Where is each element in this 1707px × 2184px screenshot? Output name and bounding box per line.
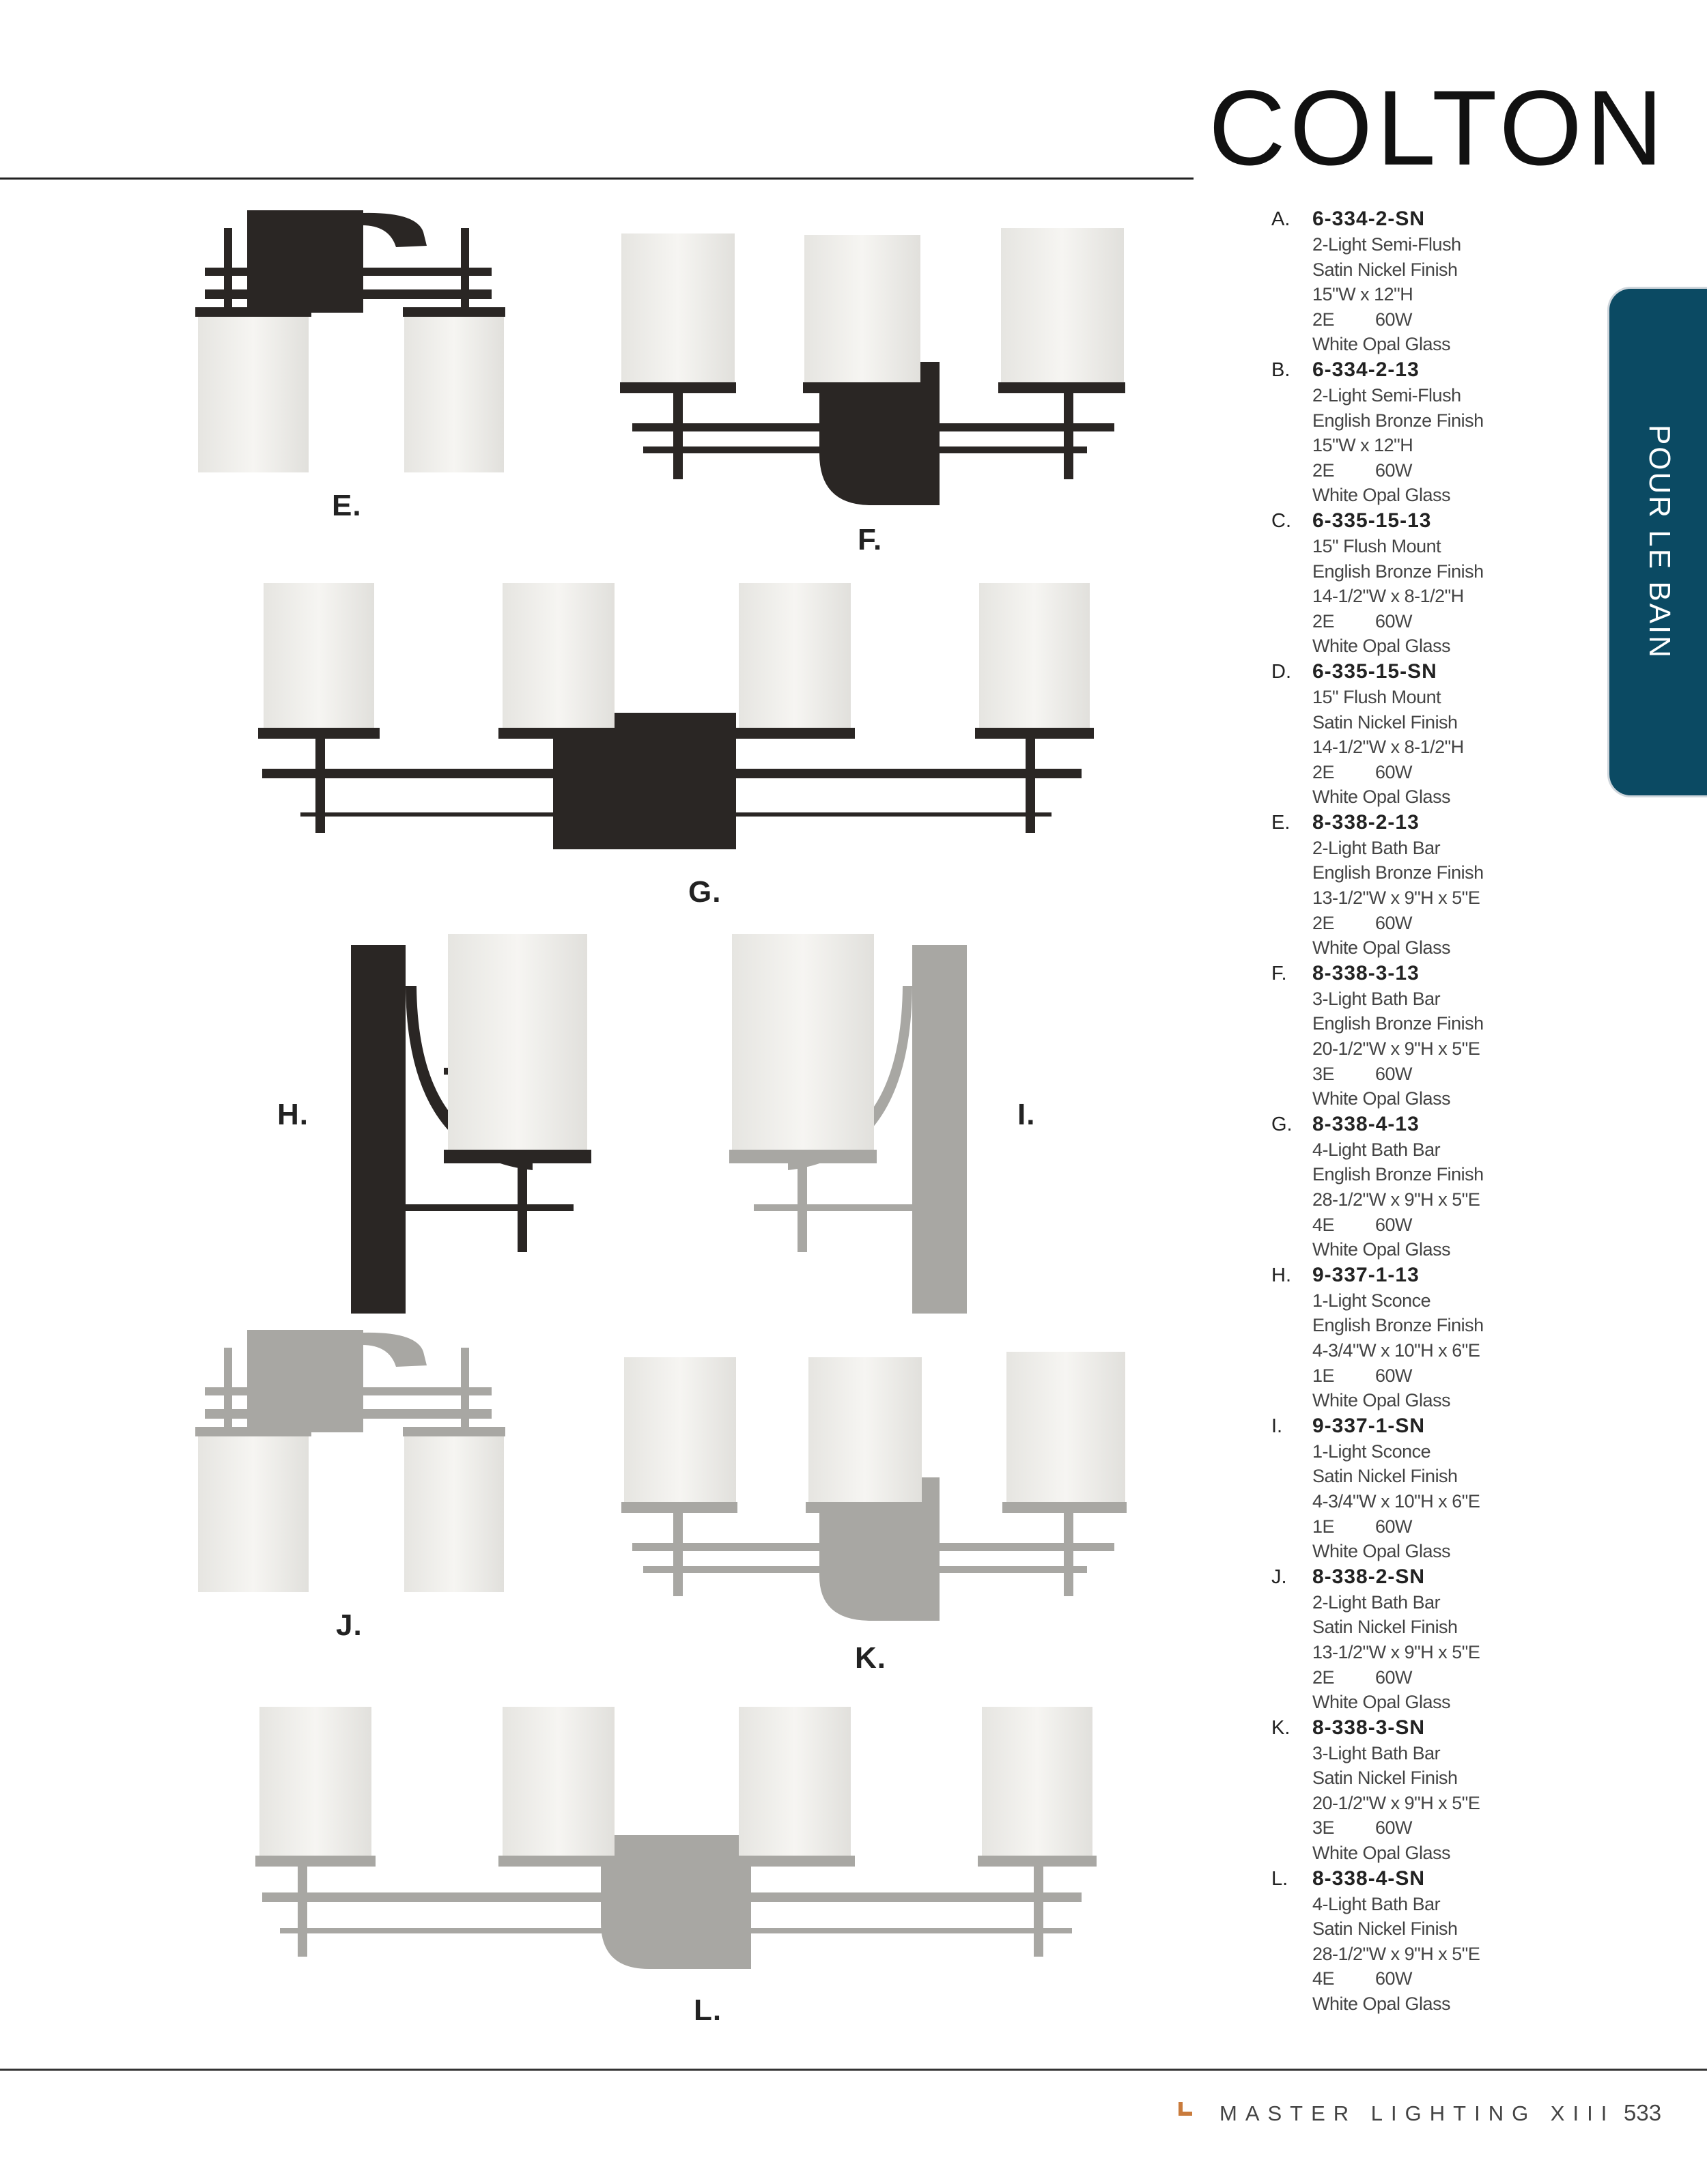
spec-watts: 60W: [1375, 761, 1413, 782]
spec-bulb: [1312, 760, 1517, 785]
spec-bulb-count: 4E: [1312, 1214, 1335, 1235]
section-tab[interactable]: [1607, 287, 1707, 797]
spec-sku: 8-338-2-13: [1312, 810, 1420, 834]
spec-sku: 6-334-2-SN: [1312, 208, 1426, 230]
spec-glass: White Opal Glass: [1312, 334, 1451, 355]
spec-bulb-count: 2E: [1312, 761, 1335, 782]
spec-sku: 8-338-2-SN: [1312, 1565, 1426, 1588]
spec-size: 14-1/2"W x 8-1/2"H: [1312, 737, 1464, 758]
spec-finish: Satin Nickel Finish: [1312, 1466, 1458, 1487]
spec-bulb: [1312, 1815, 1517, 1841]
spec-desc: 4-Light Bath Bar: [1312, 1893, 1441, 1914]
spec-bulb-count: 1E: [1312, 1516, 1335, 1537]
spec-finish: Satin Nickel Finish: [1312, 1617, 1458, 1638]
spec-desc: 2-Light Semi-Flush: [1312, 384, 1461, 406]
spec-desc: 1-Light Sconce: [1312, 1290, 1431, 1311]
spec-desc: 2-Light Semi-Flush: [1312, 234, 1461, 255]
footer-bracket-icon: [1179, 2102, 1192, 2116]
spec-letter: G.: [1271, 1113, 1293, 1135]
fixture-l-image: [253, 1704, 1099, 1977]
spec-sku: 8-338-4-SN: [1312, 1867, 1426, 1890]
spec-entry: [1271, 1866, 1517, 2017]
spec-entry: [1271, 357, 1517, 508]
fixture-f-image: [619, 228, 1128, 515]
spec-glass: White Opal Glass: [1312, 1239, 1451, 1260]
spec-letter: I.: [1271, 1415, 1283, 1437]
spec-glass: White Opal Glass: [1312, 1843, 1451, 1864]
spec-size: 20-1/2"W x 9"H x 5"E: [1312, 1792, 1480, 1813]
bottom-rule: [0, 2069, 1707, 2071]
spec-watts: 60W: [1375, 309, 1413, 330]
spec-bulb: [1312, 911, 1517, 936]
spec-size: 13-1/2"W x 9"H x 5"E: [1312, 1641, 1480, 1662]
spec-letter: E.: [1271, 811, 1290, 834]
spec-finish: Satin Nickel Finish: [1312, 711, 1458, 733]
fixture-f-label: F.: [858, 523, 883, 556]
spec-finish: Satin Nickel Finish: [1312, 259, 1458, 280]
spec-bulb-count: 3E: [1312, 1817, 1335, 1839]
spec-letter: L.: [1271, 1867, 1288, 1890]
fixture-j-label: J.: [336, 1608, 363, 1642]
fixture-k-image: [619, 1350, 1128, 1637]
spec-letter: F.: [1271, 962, 1287, 984]
spec-letter: H.: [1271, 1264, 1291, 1286]
spec-desc: 4-Light Bath Bar: [1312, 1139, 1441, 1160]
spec-watts: 60W: [1375, 459, 1413, 481]
spec-entry: [1271, 1111, 1517, 1262]
spec-size: 15"W x 12"H: [1312, 435, 1413, 456]
section-tab-label: POUR LE BAIN: [1643, 424, 1676, 660]
spec-glass: White Opal Glass: [1312, 786, 1451, 808]
spec-bulb-count: 2E: [1312, 1667, 1335, 1688]
spec-entry: [1271, 1262, 1517, 1413]
spec-size: 20-1/2"W x 9"H x 5"E: [1312, 1038, 1480, 1060]
spec-glass: White Opal Glass: [1312, 937, 1451, 959]
spec-desc: 1-Light Sconce: [1312, 1441, 1431, 1462]
spec-size: 4-3/4"W x 10"H x 6"E: [1312, 1339, 1480, 1361]
spec-bulb: [1312, 1363, 1517, 1389]
spec-sku: 8-338-3-13: [1312, 961, 1420, 984]
spec-desc: 3-Light Bath Bar: [1312, 1742, 1441, 1763]
fixture-i-image: [726, 931, 986, 1320]
spec-sku: 8-338-4-13: [1312, 1112, 1420, 1135]
spec-entry: [1271, 961, 1517, 1111]
spec-finish: English Bronze Finish: [1312, 1315, 1484, 1336]
spec-desc: 15" Flush Mount: [1312, 535, 1441, 556]
spec-watts: 60W: [1375, 1214, 1413, 1235]
spec-size: 14-1/2"W x 8-1/2"H: [1312, 586, 1464, 607]
spec-entry: [1271, 1413, 1517, 1564]
spec-sku: 6-334-2-13: [1312, 358, 1420, 381]
spec-bulb: [1312, 1062, 1517, 1087]
spec-bulb-count: 4E: [1312, 1968, 1335, 1989]
spec-bulb-count: 1E: [1312, 1365, 1335, 1386]
spec-watts: 60W: [1375, 1817, 1413, 1839]
spec-letter: K.: [1271, 1716, 1290, 1739]
spec-finish: English Bronze Finish: [1312, 410, 1484, 431]
spec-glass: White Opal Glass: [1312, 1541, 1451, 1562]
spec-watts: 60W: [1375, 610, 1413, 632]
fixture-h-image: [341, 931, 601, 1320]
spec-sku: 9-337-1-SN: [1312, 1414, 1426, 1437]
spec-desc: 15" Flush Mount: [1312, 686, 1441, 707]
spec-desc: 2-Light Bath Bar: [1312, 1591, 1441, 1613]
spec-letter: C.: [1271, 509, 1291, 532]
spec-list: [1271, 206, 1517, 2017]
fixture-i-label: I.: [1017, 1098, 1036, 1131]
spec-glass: White Opal Glass: [1312, 636, 1451, 657]
spec-bulb: [1312, 307, 1517, 332]
spec-glass: White Opal Glass: [1312, 1390, 1451, 1411]
spec-finish: Satin Nickel Finish: [1312, 1918, 1458, 1940]
spec-letter: D.: [1271, 660, 1291, 683]
fixture-h-label: H.: [277, 1098, 309, 1131]
spec-size: 28-1/2"W x 9"H x 5"E: [1312, 1943, 1480, 1964]
fixture-e-image: [191, 205, 505, 478]
fixture-k-label: K.: [855, 1641, 886, 1675]
spec-glass: White Opal Glass: [1312, 1088, 1451, 1109]
spec-entry: [1271, 206, 1517, 357]
spec-bulb: [1312, 1665, 1517, 1690]
spec-size: 28-1/2"W x 9"H x 5"E: [1312, 1189, 1480, 1210]
fixture-g-image: [253, 580, 1099, 853]
spec-size: 13-1/2"W x 9"H x 5"E: [1312, 888, 1480, 909]
spec-finish: English Bronze Finish: [1312, 1164, 1484, 1185]
spec-entry: [1271, 810, 1517, 961]
spec-bulb: [1312, 458, 1517, 483]
spec-sku: 9-337-1-13: [1312, 1263, 1420, 1286]
spec-watts: 60W: [1375, 1063, 1413, 1084]
spec-watts: 60W: [1375, 1667, 1413, 1688]
spec-size: 15"W x 12"H: [1312, 284, 1413, 305]
spec-bulb-count: 2E: [1312, 912, 1335, 933]
spec-size: 4-3/4"W x 10"H x 6"E: [1312, 1490, 1480, 1512]
spec-entry: [1271, 659, 1517, 810]
spec-letter: B.: [1271, 358, 1290, 381]
spec-watts: 60W: [1375, 1516, 1413, 1537]
page-title: COLTON: [1209, 69, 1667, 188]
footer-title: MASTER LIGHTING XIII: [1219, 2101, 1616, 2125]
fixture-g-label: G.: [688, 875, 722, 909]
spec-finish: Satin Nickel Finish: [1312, 1768, 1458, 1789]
spec-bulb: [1312, 1966, 1517, 1991]
spec-bulb-count: 2E: [1312, 309, 1335, 330]
spec-finish: English Bronze Finish: [1312, 862, 1484, 883]
spec-watts: 60W: [1375, 1968, 1413, 1989]
spec-sku: 6-335-15-SN: [1312, 660, 1437, 683]
spec-glass: White Opal Glass: [1312, 1692, 1451, 1713]
spec-bulb: [1312, 1514, 1517, 1540]
spec-desc: 3-Light Bath Bar: [1312, 988, 1441, 1009]
fixture-e-label: E.: [332, 489, 362, 522]
top-rule: [0, 178, 1194, 180]
spec-bulb-count: 3E: [1312, 1063, 1335, 1084]
spec-watts: 60W: [1375, 912, 1413, 933]
fixture-l-label: L.: [694, 1994, 722, 2027]
spec-bulb: [1312, 609, 1517, 634]
spec-sku: 8-338-3-SN: [1312, 1716, 1426, 1739]
spec-entry: [1271, 508, 1517, 659]
spec-bulb-count: 2E: [1312, 610, 1335, 632]
spec-bulb: [1312, 1212, 1517, 1238]
spec-watts: 60W: [1375, 1365, 1413, 1386]
spec-entry: [1271, 1715, 1517, 1866]
spec-finish: English Bronze Finish: [1312, 561, 1484, 582]
fixture-j-image: [191, 1324, 505, 1598]
spec-desc: 2-Light Bath Bar: [1312, 837, 1441, 858]
spec-glass: White Opal Glass: [1312, 485, 1451, 506]
spec-glass: White Opal Glass: [1312, 1994, 1451, 2015]
spec-letter: A.: [1271, 208, 1290, 230]
spec-bulb-count: 2E: [1312, 459, 1335, 481]
page-number: 533: [1624, 2100, 1662, 2125]
spec-sku: 6-335-15-13: [1312, 509, 1432, 532]
spec-letter: J.: [1271, 1565, 1287, 1588]
spec-entry: [1271, 1564, 1517, 1715]
spec-finish: English Bronze Finish: [1312, 1013, 1484, 1034]
